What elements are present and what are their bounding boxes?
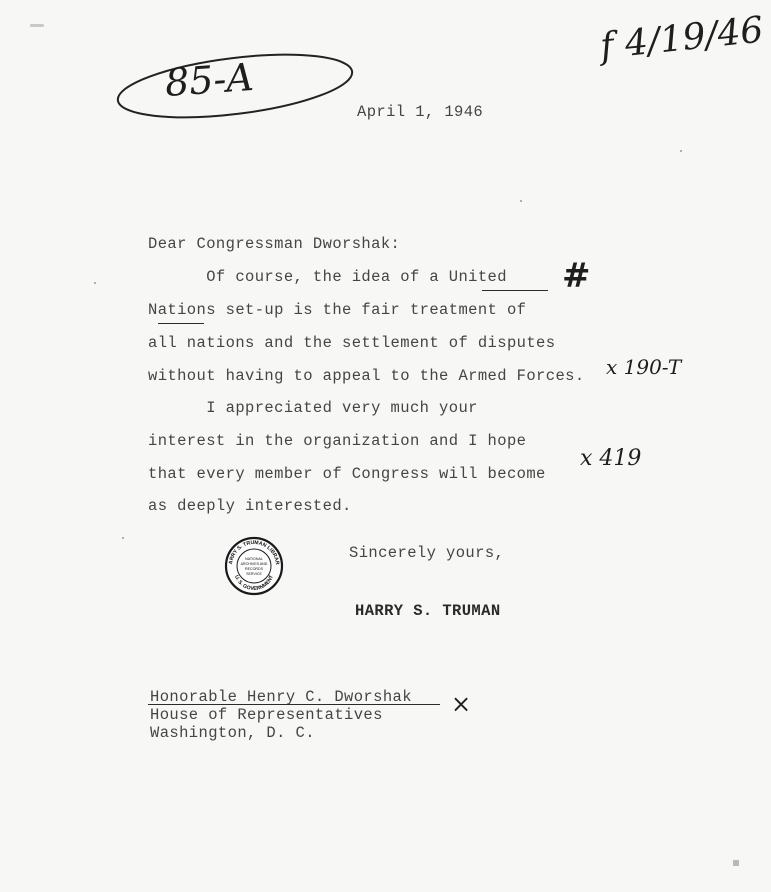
recipient-name: Honorable Henry C. Dworshak xyxy=(150,688,412,706)
file-number: 85-A xyxy=(163,54,256,106)
scan-speck xyxy=(733,860,739,866)
signature: HARRY S. TRUMAN xyxy=(355,602,501,620)
recipient-line2: House of Representatives xyxy=(150,706,383,724)
scan-speck xyxy=(122,537,124,539)
recipient-name-underline xyxy=(148,704,440,705)
stamp-ring-top: ARRY S. TRUMAN LIBRAR xyxy=(228,539,280,566)
united-underline xyxy=(482,290,548,291)
scan-speck xyxy=(94,282,96,284)
body-line: interest in the organization and I hope xyxy=(148,432,527,450)
closing: Sincerely yours, xyxy=(349,544,505,562)
body-line: that every member of Congress will become xyxy=(148,465,546,483)
library-stamp xyxy=(224,536,284,596)
scan-speck xyxy=(680,150,682,152)
scan-speck xyxy=(30,24,44,27)
nations-underline xyxy=(158,323,204,324)
body-line: as deeply interested. xyxy=(148,497,352,515)
salutation: Dear Congressman Dworshak: xyxy=(148,235,401,253)
stamp-ring-bottom: U. S. GOVERNMENT xyxy=(233,574,275,593)
body-line: I appreciated very much your xyxy=(148,399,478,417)
scan-speck xyxy=(520,200,522,202)
recipient-line3: Washington, D. C. xyxy=(150,724,315,742)
stamp-center-line: ARCHIVES AND xyxy=(240,562,268,566)
cross-reference-190: x 190-T xyxy=(606,355,682,379)
hash-mark: # xyxy=(562,256,591,296)
recipient-x-mark: × xyxy=(451,690,472,718)
stamp-center-line: SERVICE xyxy=(246,572,262,576)
letter-date: April 1, 1946 xyxy=(357,103,484,121)
handwritten-date: f 4/19/46 xyxy=(598,9,766,68)
body-line: all nations and the settlement of disputes xyxy=(148,334,556,352)
cross-reference-419: x 419 xyxy=(580,446,642,471)
stamp-center-line: RECORDS xyxy=(245,567,263,571)
body-line: Nations set-up is the fair treatment of xyxy=(148,301,527,319)
body-line: without having to appeal to the Armed Forces. xyxy=(148,367,585,385)
body-line: Of course, the idea of a United xyxy=(148,268,507,286)
stamp-center-line: NATIONAL xyxy=(245,557,263,561)
